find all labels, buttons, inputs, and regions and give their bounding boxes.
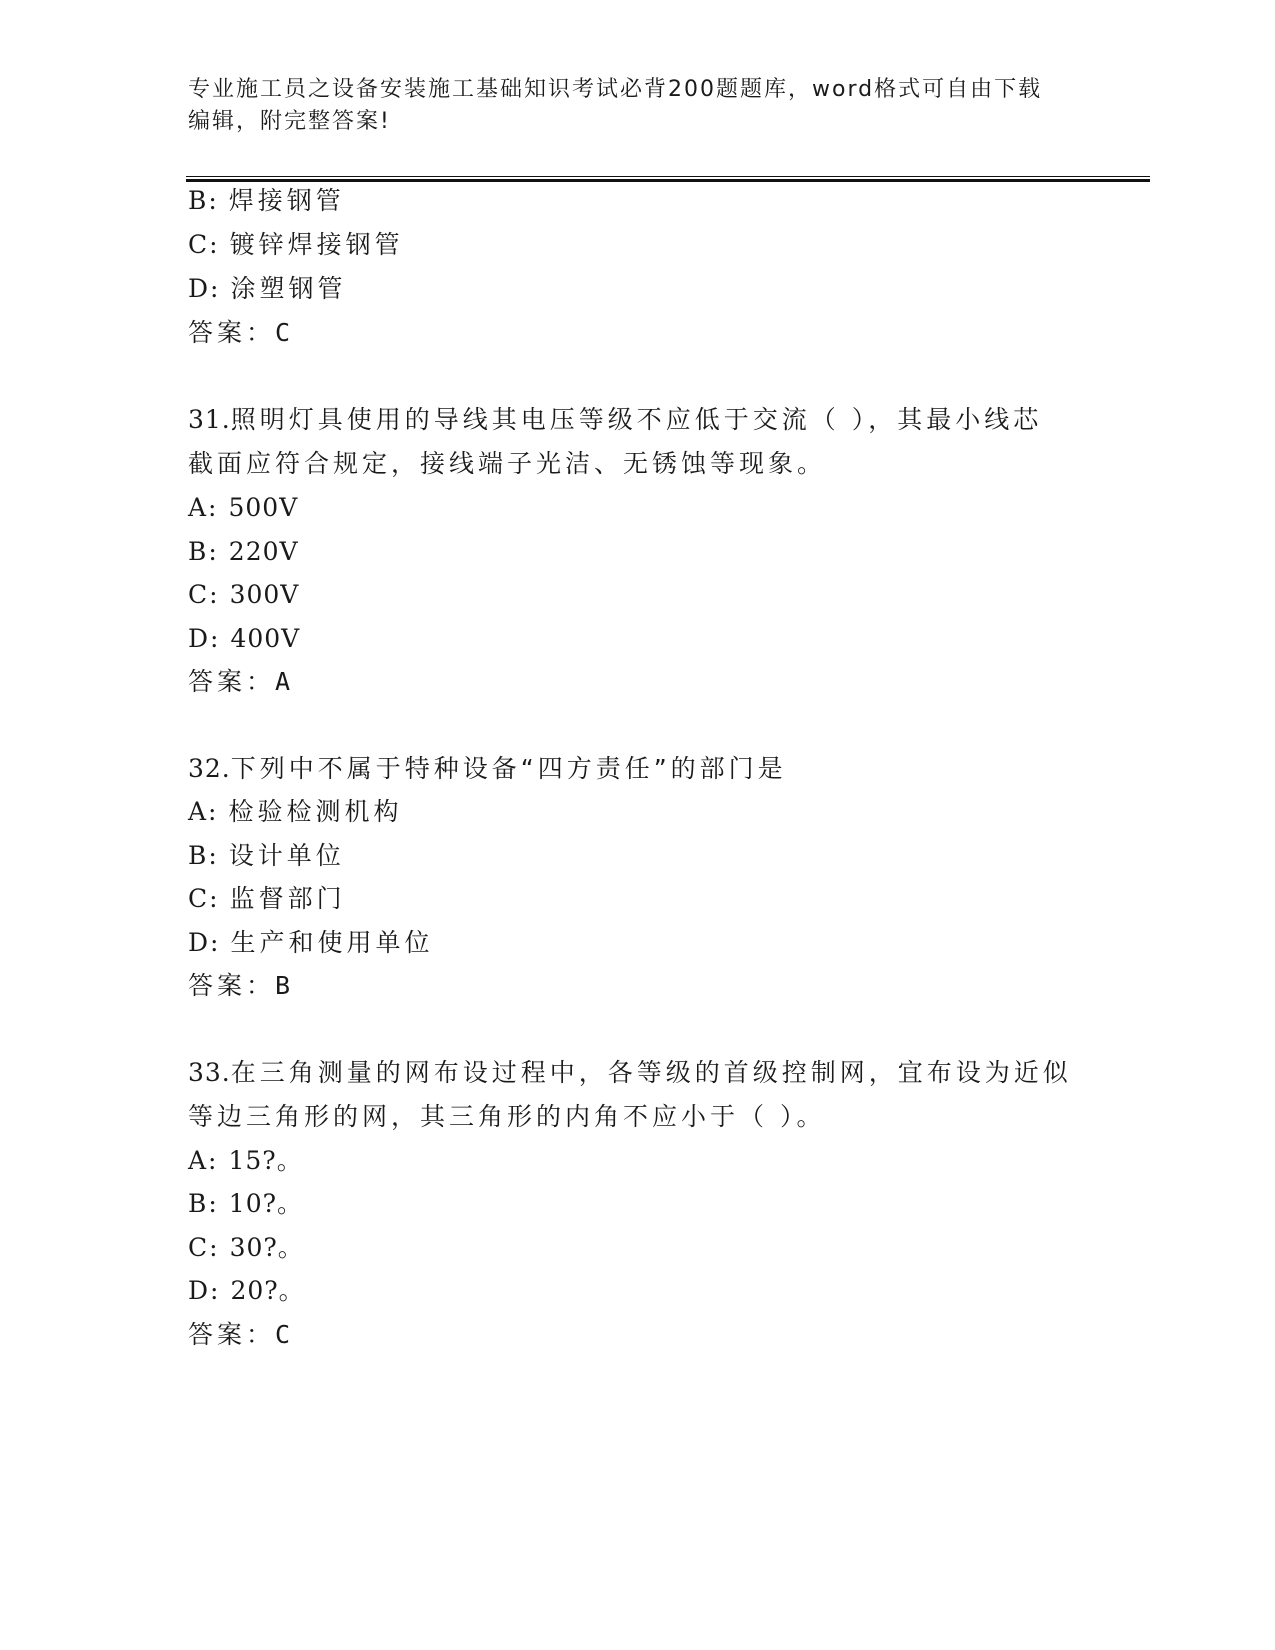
answer-line [188, 667, 290, 697]
option-letter: B: [188, 841, 219, 870]
option-a [188, 493, 298, 523]
option-c [188, 884, 346, 914]
option-letter: B: [188, 1189, 219, 1218]
question-text: 截面应符合规定，接线端子光洁、无锈蚀等现象。 [188, 449, 827, 478]
answer-value: C [275, 1320, 291, 1349]
option-text: 300V [229, 580, 300, 609]
option-text: 15?。 [228, 1146, 303, 1175]
answer-value: B [275, 971, 291, 1000]
answer-label: 答案： [188, 971, 276, 1000]
option-letter: D: [188, 274, 221, 303]
option-letter: A: [188, 493, 219, 522]
option-text: 焊接钢管 [228, 186, 345, 215]
option-d [188, 1276, 305, 1306]
option-text: 10?。 [228, 1189, 304, 1218]
question-number: 33. [188, 1058, 231, 1087]
option-letter: C: [188, 1233, 220, 1262]
option-text: 设计单位 [228, 841, 345, 870]
question-text: 照明灯具使用的导线其电压等级不应低于交流（ ），其最小线芯 [230, 405, 1043, 434]
option-text: 20?。 [230, 1276, 305, 1305]
question-33-line-1 [188, 1058, 1072, 1088]
question-text: 等边三角形的网，其三角形的内角不应小于（ ）。 [188, 1102, 826, 1131]
option-text: 监督部门 [229, 884, 346, 913]
option-text: 涂塑钢管 [230, 274, 347, 303]
option-a [188, 1146, 303, 1176]
option-letter: C: [188, 230, 220, 259]
answer-label: 答案： [188, 318, 276, 347]
question-31-line-1 [188, 405, 1042, 435]
answer-line [188, 1320, 290, 1350]
option-text: 生产和使用单位 [230, 928, 434, 957]
option-letter: B: [188, 537, 219, 566]
option-text: 400V [230, 624, 301, 653]
question-text: 在三角测量的网布设过程中，各等级的首级控制网，宜布设为近似 [230, 1058, 1072, 1087]
option-c [188, 580, 299, 610]
option-b [188, 1189, 303, 1219]
option-c [188, 230, 404, 260]
option-letter: B: [188, 186, 219, 215]
answer-label: 答案： [188, 667, 276, 696]
answer-value: C [275, 318, 291, 347]
option-text: 500V [228, 493, 299, 522]
option-letter: C: [188, 580, 220, 609]
option-letter: D: [188, 1276, 221, 1305]
option-text: 检验检测机构 [228, 797, 403, 826]
option-b [188, 186, 345, 216]
question-number: 32. [188, 754, 231, 783]
option-d [188, 624, 300, 654]
header-line-2: 编辑，附完整答案! [188, 109, 391, 134]
option-text: 220V [228, 537, 299, 566]
option-letter: A: [188, 1146, 219, 1175]
question-32-line-1 [188, 754, 787, 784]
option-d [188, 928, 433, 958]
option-d [188, 274, 346, 304]
option-letter: D: [188, 624, 221, 653]
option-a [188, 797, 403, 827]
question-31-line-2 [188, 449, 826, 479]
option-c [188, 1233, 304, 1263]
header-divider-thin [186, 176, 1150, 177]
option-letter: A: [188, 797, 219, 826]
answer-line [188, 971, 290, 1001]
answer-label: 答案： [188, 1320, 276, 1349]
option-letter: C: [188, 884, 220, 913]
option-text: 镀锌焊接钢管 [229, 230, 404, 259]
question-text: 下列中不属于特种设备“四方责任”的部门是 [230, 754, 787, 783]
answer-line [188, 318, 290, 348]
header-line-1: 专业施工员之设备安装施工基础知识考试必背200题题库，word格式可自由下载 [188, 77, 1043, 102]
option-b [188, 841, 345, 871]
option-letter: D: [188, 928, 221, 957]
document-header [188, 74, 1068, 138]
option-b [188, 537, 299, 567]
question-33-line-2 [188, 1102, 825, 1132]
question-number: 31. [188, 405, 231, 434]
answer-value: A [275, 667, 291, 696]
option-text: 30?。 [229, 1233, 304, 1262]
header-divider-thick [186, 179, 1150, 182]
